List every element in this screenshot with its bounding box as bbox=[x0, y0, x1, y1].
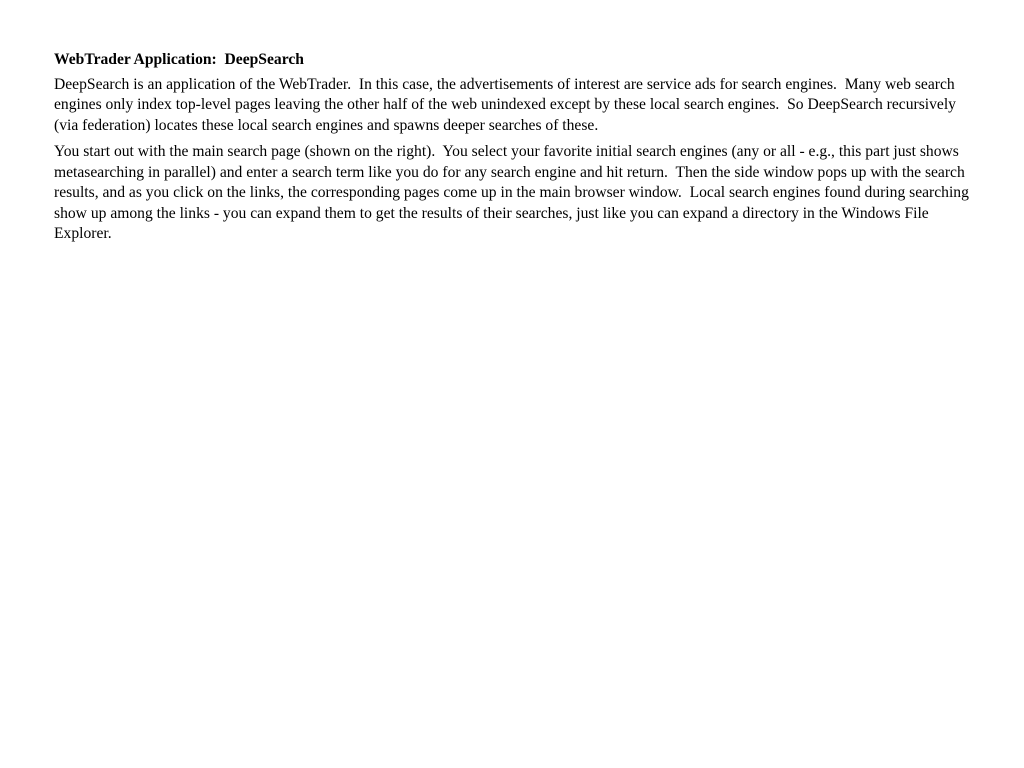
paragraph-usage: You start out with the main search page (shown on the right). You select your favorite initial search engines (any or all - e.g., this part just shows metasearching in parallel) and enter a search term like you do for any search engine and hit return. Then the side window pops up with the search results, and as you click on the links, the corresponding pages come up in the main browser window. Local search engines found during searching show up among the links - you can expand them to get the results of their searches, just like you can expand a directory in the Windows File Explorer. bbox=[54, 143, 973, 242]
paragraph-intro: DeepSearch is an application of the WebTrader. In this case, the advertisements of interest are service ads for search engines. Many web search engines only index top-level pages leaving the other half of the web unindexed except by these local search engines. So DeepSearch recursively (via federation) locates these local search engines and spawns deeper searches of these. bbox=[54, 75, 960, 134]
document-body bbox=[54, 50, 984, 251]
document-title: WebTrader Application: DeepSearch bbox=[54, 51, 304, 68]
